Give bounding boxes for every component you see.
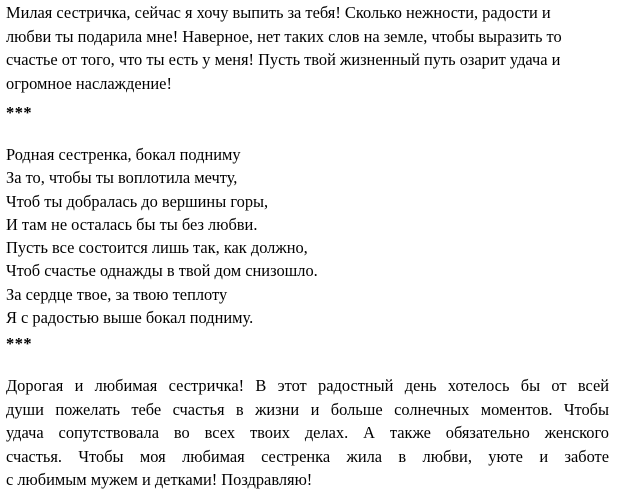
- text-line: счастье от того, что ты есть у меня! Пусть твой жизненный путь озарит удача и: [6, 50, 561, 69]
- text-line: огромное наслаждение!: [6, 73, 172, 93]
- poem-line: Чтоб ты добралась до вершины горы,: [6, 191, 269, 211]
- text-line: с любимым мужем и детками! Поздравляю!: [6, 470, 313, 489]
- text-line: души пожелать тебе счастья в жизни и больше солнечных моментов. Чтобы: [6, 399, 609, 419]
- poem-stanza: [6, 143, 620, 329]
- text-line: счастья. Чтобы моя любимая сестренка жила в любви, уюте и заботе: [6, 446, 609, 466]
- poem-line: Чтоб счастье однажды в твой дом снизошло.: [6, 261, 318, 281]
- poem-line: За сердце твое, за твою теплоту: [6, 284, 228, 304]
- section-separator: ***: [6, 103, 33, 122]
- text-line: любви ты подарила мне! Наверное, нет таких слов на земле, чтобы выразить то: [6, 26, 562, 46]
- poem-line: И там не осталась бы ты без любви.: [6, 214, 258, 234]
- poem-line: За то, чтобы ты воплотила мечту,: [6, 168, 238, 188]
- wishes-paragraph: [6, 374, 609, 492]
- text-line: Милая сестричка, сейчас я хочу выпить за тебя! Сколько нежности, радости и: [6, 3, 551, 22]
- greeting-paragraph: [6, 1, 620, 95]
- section-separator: ***: [6, 334, 33, 353]
- poem-line: Я с радостью выше бокал подниму.: [6, 308, 254, 328]
- poem-line: Пусть все состоится лишь так, как должно,: [6, 238, 308, 258]
- text-line: удача сопутствовала во всех твоих делах. А также обязательно женского: [6, 423, 609, 442]
- poem-line: Родная сестренка, бокал подниму: [6, 145, 241, 164]
- text-line: Дорогая и любимая сестричка! В этот радостный день хотелось бы от всей: [6, 376, 609, 395]
